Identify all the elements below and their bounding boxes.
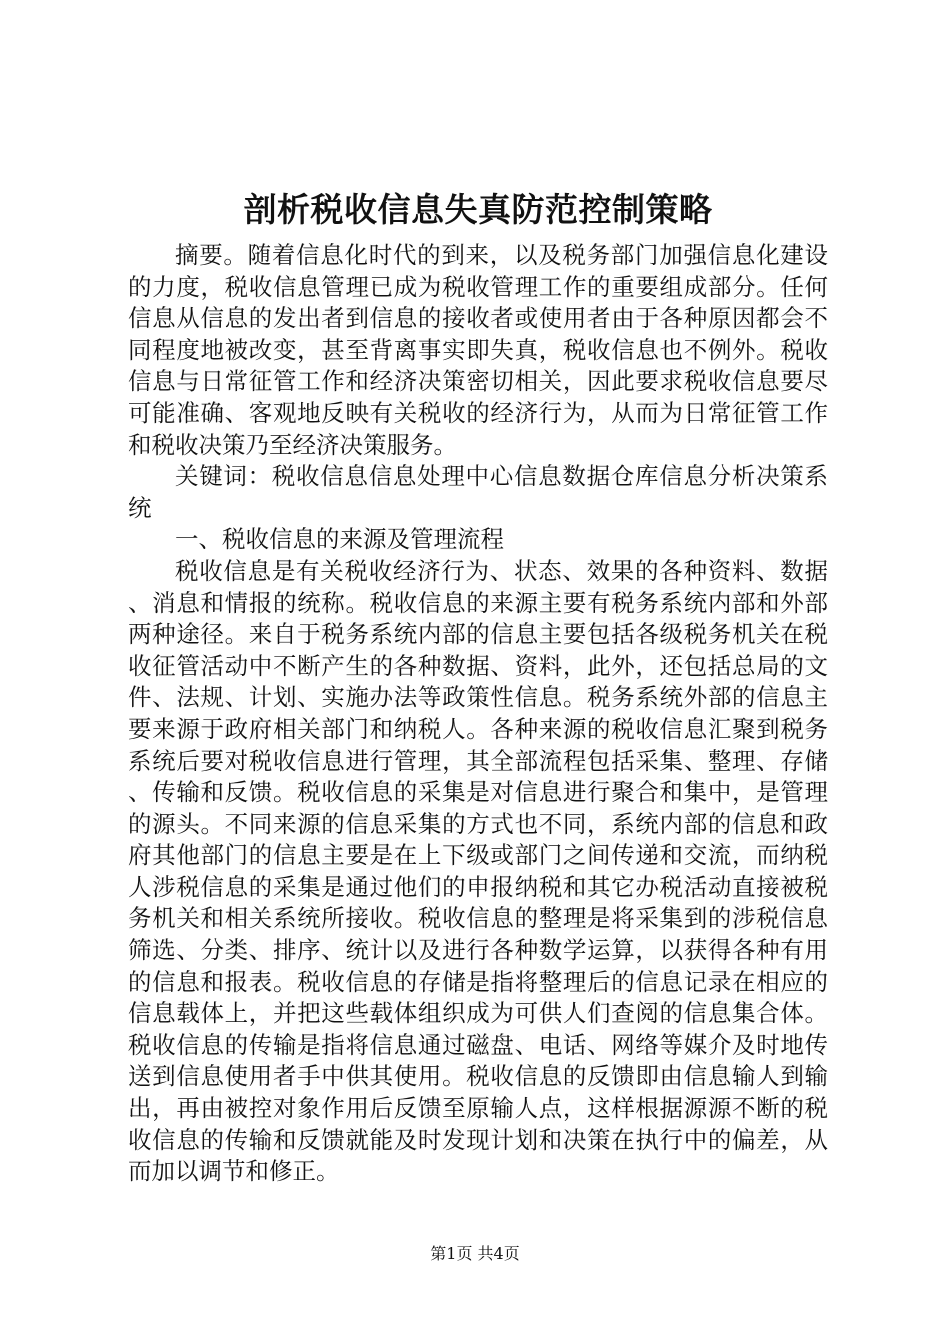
body-paragraph: 税收信息是有关税收经济行为、状态、效果的各种资料、数据、消息和情报的统称。税收信息的来源主要有税务系统内部和外部两种途径。来自于税务系统内部的信息主要包括各级税务机关在税收征管活动中不断产生的各种数据、资料，此外，还包括总局的文件、法规、计划、实施办法等政策性信息。税务系统外部的信息主要来源于政府相关部门和纳税人。各种来源的税收信息汇聚到税务系统后要对税收信息进行管理，其全部流程包括采集、整理、存储、传输和反馈。税收信息的采集是对信息进行聚合和集中，是管理的源头。不同来源的信息采集的方式也不同，系统内部的信息和政府其他部门的信息主要是在上下级或部门之间传递和交流，而纳税人涉税信息的采集是通过他们的申报纳税和其它办税活动直接被税务机关和相关系统所接收。税收信息的整理是将采集到的涉税信息筛选、分类、排序、统计以及进行各种数学运算，以获得各种有用的信息和报表。税收信息的存储是指将整理后的信息记录在相应的信息载体上，并把这些载体组织成为可供人们查阅的信息集合体。税收信息的传输是指将信息通过磁盘、电话、网络等媒介及时地传送到信息使用者手中供其使用。税收信息的反馈即由信息输人到输出，再由被控对象作用后反馈至原输人点，这样根据源源不断的税收信息的传输和反馈就能及时发现计划和决策在执行中的偏差，从而加以调节和修正。 — [128, 556, 828, 1186]
page-number-footer: 第1页 共4页 — [430, 1244, 520, 1263]
document-title: 剖析税收信息失真防范控制策略 — [243, 190, 713, 229]
keywords-paragraph: 关键词：税收信息信息处理中心信息数据仓库信息分析决策系统 — [128, 462, 828, 522]
document-page — [128, 186, 828, 1188]
abstract-paragraph: 摘要。随着信息化时代的到来，以及税务部门加强信息化建设的力度，税收信息管理已成为税收管理工作的重要组成部分。任何信息从信息的发出者到信息的接收者或使用者由于各种原因都会不同程度地被改变，甚至背离事实即失真，税收信息也不例外。税收信息与日常征管工作和经济决策密切相关，因此要求税收信息要尽可能准确、客观地反映有关税收的经济行为，从而为日常征管工作和税收决策乃至经济决策服务。 — [128, 241, 828, 459]
section-heading: 一、税收信息的来源及管理流程 — [175, 525, 504, 554]
